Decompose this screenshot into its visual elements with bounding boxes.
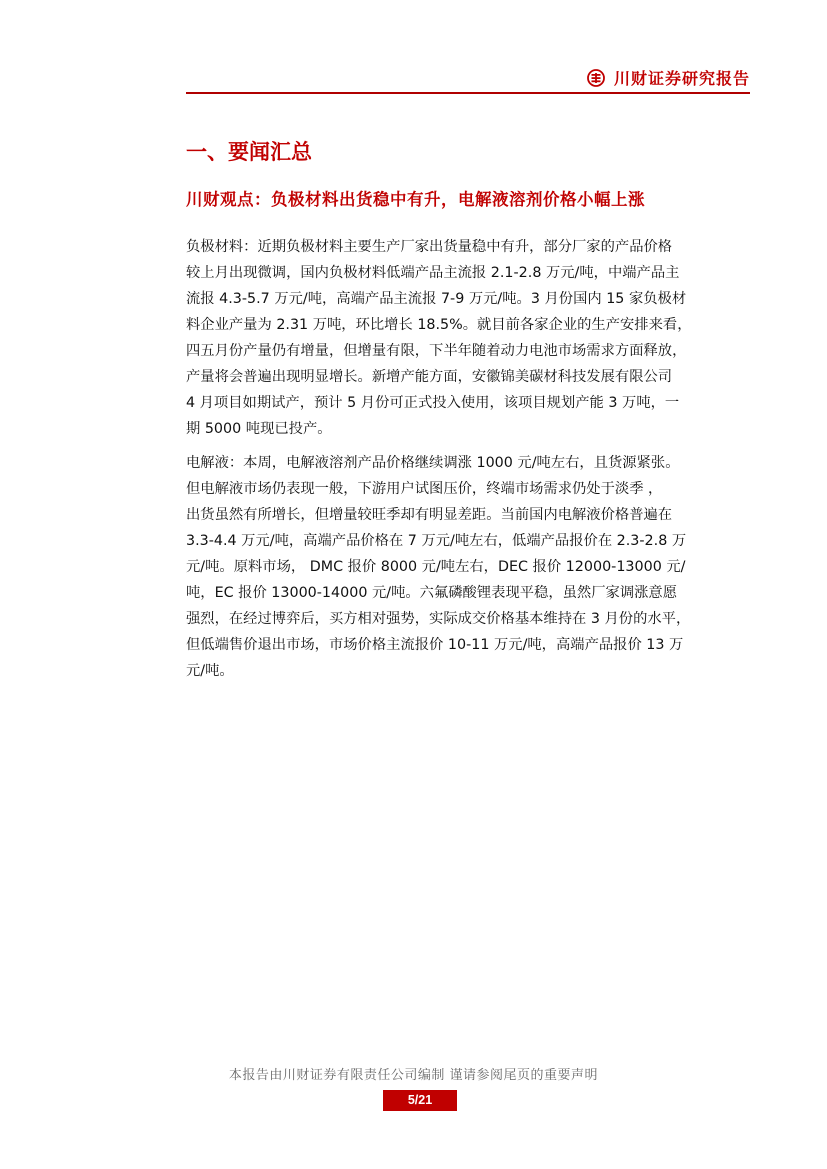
paragraph-line: 料企业产量为 2.31 万吨，环比增长 18.5%。就目前各家企业的生产安排来看， — [186, 317, 692, 333]
paragraph-line: 四五月份产量仍有增量，但增量有限，下半年随着动力电池市场需求方面释放， — [186, 343, 687, 359]
header-title: 川财证券研究报告 — [613, 69, 750, 88]
section-title: 一、要闻汇总 — [186, 139, 312, 164]
paragraph-line: 4 月项目如期试产，预计 5 月份可正式投入使用，该项目规划产能 3 万吨，一 — [186, 395, 680, 411]
paragraph-line: 出货虽然有所增长，但增量较旺季却有明显差距。当前国内电解液价格普遍在 — [186, 507, 673, 523]
viewpoint-heading: 川财观点：负极材料出货稳中有升，电解液溶剂价格小幅上涨 — [186, 190, 645, 209]
paragraph-line: 吨，EC 报价 13000-14000 元/吨。六氟磷酸锂表现平稳，虽然厂家调涨意愿 — [186, 585, 678, 601]
report-header — [186, 62, 750, 92]
paragraph-line: 但低端售价退出市场，市场价格主流报价 10-11 万元/吨，高端产品报价 13 万 — [186, 637, 684, 653]
chuancai-logo-icon — [587, 69, 605, 87]
page-number: 5/21 — [383, 1090, 457, 1111]
paragraph-line: 元/吨。原料市场， DMC 报价 8000 元/吨左右，DEC 报价 12000-13000 元/ — [186, 559, 686, 575]
header-divider — [186, 92, 750, 94]
electrolyte-paragraph — [186, 450, 752, 684]
paragraph-line: 但电解液市场仍表现一般，下游用户试图压价，终端市场需求仍处于淡季 ， — [186, 481, 663, 497]
paragraph-line: 负极材料：近期负极材料主要生产厂家出货量稳中有升，部分厂家的产品价格 — [186, 239, 673, 255]
paragraph-line: 流报 4.3-5.7 万元/吨，高端产品主流报 7-9 万元/吨。3 月份国内 15 家负极材 — [186, 291, 687, 307]
paragraph-line: 产量将会普遍出现明显增长。新增产能方面，安徽锦美碳材科技发展有限公司 — [186, 369, 673, 385]
paragraph-line: 强烈，在经过博弈后，买方相对强势，实际成交价格基本维持在 3 月份的水平， — [186, 611, 691, 627]
paragraph-line: 电解液：本周，电解液溶剂产品价格继续调涨 1000 元/吨左右，且货源紧张。 — [186, 455, 680, 471]
paragraph-line: 3.3-4.4 万元/吨，高端产品价格在 7 万元/吨左右，低端产品报价在 2.3-2.8 万 — [186, 533, 687, 549]
anode-materials-paragraph — [186, 234, 752, 442]
header-brand — [587, 66, 750, 89]
paragraph-line: 元/吨。 — [186, 663, 234, 679]
paragraph-line: 期 5000 吨现已投产。 — [186, 421, 332, 437]
paragraph-line: 较上月出现微调，国内负极材料低端产品主流报 2.1-2.8 万元/吨，中端产品主 — [186, 265, 680, 281]
footer-disclaimer: 本报告由川财证券有限责任公司编制 谨请参阅尾页的重要声明 — [228, 1068, 599, 1083]
